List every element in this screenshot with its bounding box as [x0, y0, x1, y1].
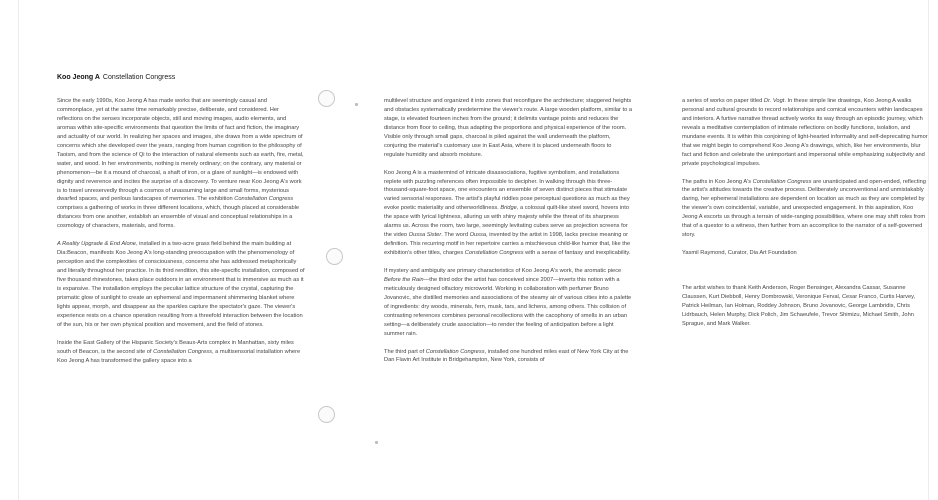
text-column-left	[57, 97, 305, 374]
scan-mark	[375, 441, 378, 444]
text-column-right	[682, 97, 930, 338]
binder-hole-middle	[326, 248, 343, 265]
paragraph: The paths in Koo Jeong A's Constellation Congress are unanticipated and open-ended, reflecting the artist's attitudes towards the creative process. Deliberately unconventional and unmistakably daring, her ephemeral installations are dependent on location as much as they are completed by the viewer's own coincidental, variable, and unexpected engagement. In this aspiration, Koo Jeong A escorts us through a terrain of wide-ranging possibilities, where one may shift roles from that of a questor to a witness, then further from an accomplice to the narrator of a self-governed story.	[682, 178, 926, 239]
paragraph: Inside the East Gallery of the Hispanic Society's Beaux-Arts complex in Manhattan, sixty miles south of Beacon, is the second site of Constellation Congress, a multisensorial installation where Koo Jeong A has transformed the gallery space into a	[57, 339, 301, 364]
paragraph: The third part of Constellation Congress, installed one hundred miles east of New York City at the Dan Flavin Art Institute in Bridgehampton, New York, consists of	[384, 348, 629, 364]
paragraph: Koo Jeong A is a mastermind of intricate disassociations, fugitive symbolism, and installations replete with puzzling references often impossible to decipher. In walking through this three-thousand-square-foot space, one encounters an ensemble of seven distinct pieces that stimulate varied sensorial responses. The artist's playful riddles pose perceptual questions as much as they evoke poetic materiality and otherworldliness. Bridge, a colossal quilt-like steel sword, hovers into the space with lyrical lightness, alluring us with shiny majesty while the threat of its sharpness alarms us. Across the room, two large, seemingly levitating cubes serve as projection screens for the video Oussa Sister. The word Oussa, invented by the artist in 1998, lacks precise meaning or definition. This recurring motif in her repertoire carries a mischievous child-like humor that, like the exhibition's other titles, charges Constellation Congress with a sense of fantasy and inexplicability.	[384, 169, 631, 257]
artist-name: Koo Jeong A	[57, 74, 100, 81]
scan-mark	[355, 103, 358, 106]
exhibition-title: Constellation Congress	[102, 74, 176, 81]
page-title	[57, 73, 175, 82]
binder-hole-top	[318, 90, 335, 107]
paragraph: A Reality Upgrade & End Alone, installed in a two-acre grass field behind the main building at Dia:Beacon, manifests Koo Jeong A's long-standing preoccupation with the phenomenology of perception and the complexities of consciousness, concerns she has addressed metaphorically and literally throughout her practice. In its third rendition, this site-specific installation, composed of five thousand rhinestones, takes place outdoors in an environment that is immersive as much as it is expansive. The installation employs the peculiar lattice structure of the crystal, capturing the prismatic glow of sunlight to create an ephemeral and impermanent shimmering blanket where lights appear, morph, and disappear as the sparkles capture the spectator's gaze. The viewer's experience rests on a chance operation resulting from a threefold interaction between the location of the sun, his or her own physical position and movement, and the field of stones.	[57, 241, 305, 328]
left-page-edge	[18, 0, 19, 500]
paragraph: multilevel structure and organized it into zones that reconfigure the architecture; staggered heights and obstacles systematically predetermine the viewer's route. A large wooden platform, similar to a stage, is elevated fourteen inches from the ground; it delimits vantage points and reduces the distance from floor to ceiling, thus adapting the proportions and physical experience of the room. Visible only through small gaps, charcoal is piled against the wall underneath the platform, conjuring the material's customary use in East Asia, where it is placed underneath floors to regulate humidity and absorb moisture.	[384, 98, 632, 158]
acknowledgements: The artist wishes to thank Keith Anderson, Roger Bensinger, Alexandra Cassar, Susanne Claussen, Kurt Diebboll, Henry Dombrowski, Veronique Ferval, Cesar Franco, Curtis Harvey, Patrick Heilman, Ian Holman, Roddey Johnson, Bruno Jovanovic, George Lambridis, Chris Lidrbauch, Helen Murphy, Dick Polich, Jim Schaeufele, Trevor Shimizu, Michael Smith, John Sprague, and Mark Walker.	[682, 285, 916, 327]
text-column-middle	[384, 97, 632, 374]
paragraph: a series of works on paper titled Dr. Vogt. In these simple line drawings, Koo Jeong A walks personal and cultural grounds to record relationships and comical encounters within landscapes and interiors. A furtive narrative thread actively works its way through an episodic journey, which reveals a meditative contemplation of intimate reflections on bodily functions, isolation, and mundane events. It is within this conjoining of light-hearted informality and self-deprecating humor that we might begin to comprehend Koo Jeong A's drawings, which, like her environments, blur fact and fiction and celebrate the unimportant and impersonal while emphasizing subjectivity and private psychological impulses.	[682, 98, 928, 167]
binder-hole-bottom	[318, 406, 335, 423]
paragraph: Since the early 1990s, Koo Jeong A has made works that are seemingly casual and commonplace, yet at the same time remarkably precise, deliberate, and considered. Her reflections on the senses incorporate objects, still and moving images, audio elements, and aromas within site-specific environments that question the limits of fact and fiction, the imaginary and actuality of our world. In realizing her spaces and images, she draws from a wide spectrum of concerns which she developed over the years, ranging from human cognition to the philosophy of Taoism, and from the science of Qi to the interaction of natural elements such as earth, fire, metal, water, and wood. In her environments, nothing is merely ordinary; on the contrary, any material or phenomenon—be it a mound of charcoal, a shaft of iron, or a glare of sunlight—is endowed with dignity and reverence and incites the surprise of a discovery. To venture near Koo Jeong A's work is to travel unreservedly through a cosmos of unassuming large and small forms, mysterious dwarfed spaces, and perilous landscapes of memories. The exhibition Constellation Congress comprises a gathering of works in three different locations, which, though placed at considerable distances from one another, establish an ensemble of visual and conceptual relationships in a cosmology of characters, materials, and forms.	[57, 98, 304, 230]
curator-signature: Yasmil Raymond, Curator, Dia Art Foundation	[682, 250, 797, 257]
paragraph: If mystery and ambiguity are primary characteristics of Koo Jeong A's work, the aromatic piece Before the Rain—the third odor the artist has conceived since 2007—inverts this notion with a meticulously designed olfactory microworld. Working in collaboration with perfumer Bruno Jovanovic, she distilled memories and associations of the steamy air of various cities into a palette of ingredients: dry woods, minerals, fern, musk, tars, and lichens, among others. This collision of contrasting references combines personal recollections with the cacophony of smells in an urban setting—a deliberately crude association—to render the feeling of anticipation before a light summer rain.	[384, 267, 632, 337]
